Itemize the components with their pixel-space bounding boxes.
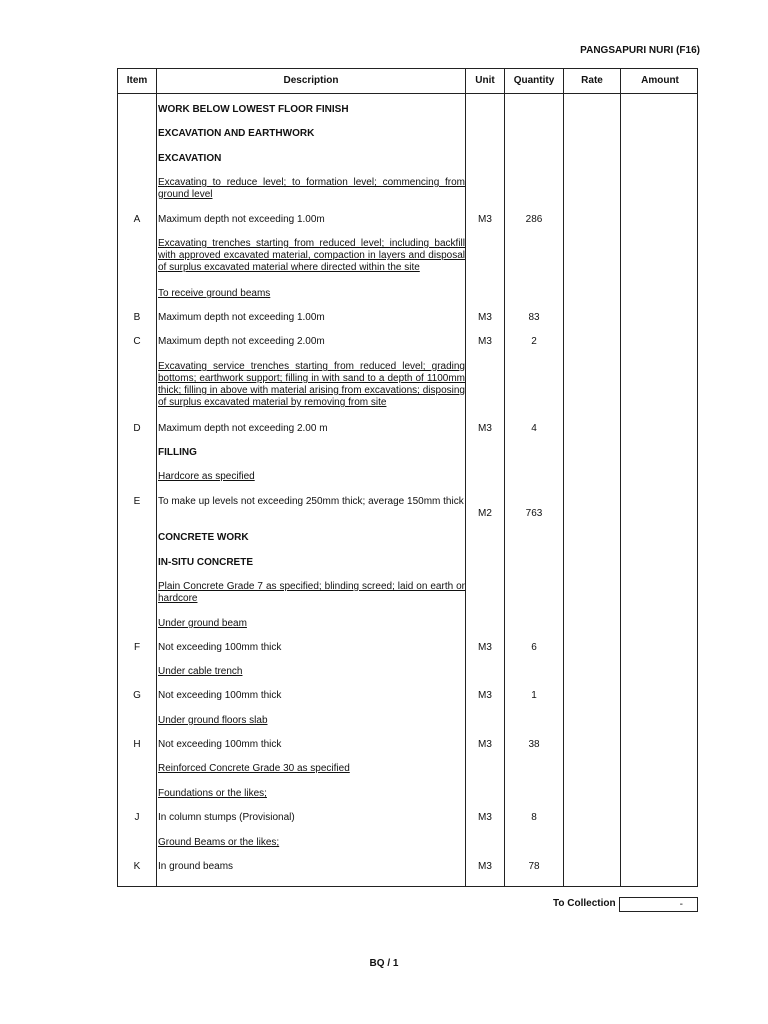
row-quantity: 4: [531, 423, 537, 434]
row-description: Under ground beam: [158, 618, 247, 629]
row-description: Not exceeding 100mm thick: [158, 739, 282, 750]
page-label: BQ / 1: [369, 958, 399, 969]
to-collection-label: To Collection: [553, 898, 616, 909]
row-unit: M3: [478, 739, 492, 750]
row-description: Plain Concrete Grade 7 as specified; blinding screed; laid on earth or hardcore: [158, 581, 465, 604]
row-description: Excavating to reduce level; to formation level; commencing from ground level: [158, 177, 465, 200]
row-quantity: 2: [531, 336, 537, 347]
column-divider: [504, 69, 505, 886]
row-unit: M3: [478, 861, 492, 872]
header-divider: [118, 93, 697, 94]
column-divider: [620, 69, 621, 886]
row-description: Excavating trenches starting from reduced level; including backfill with approved excavated material, compaction in layers and disposal of surplus excavated material where directed within the site: [158, 238, 465, 273]
row-unit: M2: [478, 508, 492, 519]
row-unit: M3: [478, 336, 492, 347]
project-title: PANGSAPURI NURI (F16): [580, 45, 700, 56]
row-quantity: 6: [531, 642, 537, 653]
header-description: Description: [283, 75, 339, 86]
row-item-code: E: [133, 496, 141, 507]
row-quantity: 38: [528, 739, 540, 750]
section-heading: WORK BELOW LOWEST FLOOR FINISH: [158, 104, 349, 115]
row-item-code: K: [133, 861, 141, 872]
row-item-code: F: [133, 642, 141, 653]
row-unit: M3: [478, 812, 492, 823]
row-description: Not exceeding 100mm thick: [158, 642, 282, 653]
row-unit: M3: [478, 642, 492, 653]
row-description: To make up levels not exceeding 250mm thick; average 150mm thick: [158, 496, 464, 507]
header-quantity: Quantity: [513, 75, 555, 86]
row-quantity: 1: [531, 690, 537, 701]
row-description: Excavating service trenches starting from reduced level; grading bottoms; earthwork support; filling in with sand to a depth of 1100mm thick; filling in above with material arising from excavations; disposing of surplus excavated material by removing from site: [158, 361, 465, 408]
header-rate: Rate: [581, 75, 603, 86]
row-description: To receive ground beams: [158, 288, 271, 299]
section-heading: EXCAVATION AND EARTHWORK: [158, 128, 315, 139]
row-description: Maximum depth not exceeding 2.00m: [158, 336, 325, 347]
row-description: Maximum depth not exceeding 1.00m: [158, 312, 325, 323]
column-divider: [563, 69, 564, 886]
row-quantity: 83: [528, 312, 540, 323]
section-heading: FILLING: [158, 447, 197, 458]
row-unit: M3: [478, 312, 492, 323]
row-description: Not exceeding 100mm thick: [158, 690, 282, 701]
section-heading: EXCAVATION: [158, 153, 222, 164]
row-description: Foundations or the likes;: [158, 788, 267, 799]
row-item-code: D: [133, 423, 141, 434]
to-collection-value: -: [679, 899, 683, 910]
row-description: Maximum depth not exceeding 1.00m: [158, 214, 325, 225]
section-heading: IN-SITU CONCRETE: [158, 557, 253, 568]
row-quantity: 78: [528, 861, 540, 872]
row-description: Under ground floors slab: [158, 715, 268, 726]
column-divider: [465, 69, 466, 886]
row-description: Reinforced Concrete Grade 30 as specified: [158, 763, 350, 774]
row-item-code: H: [133, 739, 141, 750]
row-unit: M3: [478, 214, 492, 225]
row-item-code: J: [134, 812, 140, 823]
row-quantity: 763: [525, 508, 543, 519]
row-unit: M3: [478, 690, 492, 701]
row-item-code: G: [133, 690, 141, 701]
row-item-code: A: [133, 214, 141, 225]
row-item-code: B: [133, 312, 141, 323]
row-description: In column stumps (Provisional): [158, 812, 295, 823]
header-item: Item: [126, 75, 148, 86]
header-amount: Amount: [641, 75, 679, 86]
row-description: Under cable trench: [158, 666, 243, 677]
column-divider: [156, 69, 157, 886]
to-collection-amount-cell: [619, 897, 698, 912]
row-quantity: 286: [525, 214, 543, 225]
row-quantity: 8: [531, 812, 537, 823]
boq-table: [117, 68, 698, 887]
row-unit: M3: [478, 423, 492, 434]
row-description: Ground Beams or the likes;: [158, 837, 280, 848]
row-description: In ground beams: [158, 861, 234, 872]
section-heading: CONCRETE WORK: [158, 532, 249, 543]
row-description: Hardcore as specified: [158, 471, 255, 482]
row-description: Maximum depth not exceeding 2.00 m: [158, 423, 328, 434]
row-item-code: C: [133, 336, 141, 347]
header-unit: Unit: [475, 75, 495, 86]
